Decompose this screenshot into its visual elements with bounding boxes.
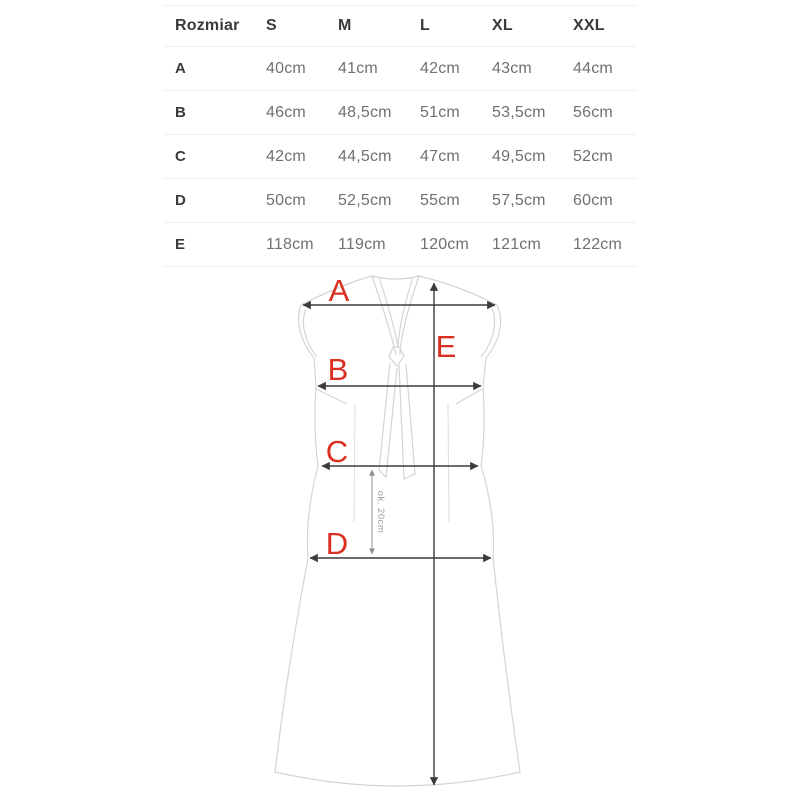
size-cell: 48,5cm xyxy=(338,103,392,121)
column-header-l: L xyxy=(420,17,430,34)
size-cell: 43cm xyxy=(492,59,532,77)
size-cell: 51cm xyxy=(420,103,460,121)
column-header-xxl: XXL xyxy=(573,17,605,34)
measurement-label-d: D xyxy=(325,526,349,561)
size-cell: 60cm xyxy=(573,191,613,209)
size-cell: 56cm xyxy=(573,103,613,121)
size-cell: 121cm xyxy=(492,235,542,253)
row-label: E xyxy=(175,236,186,253)
neckline-left-outer xyxy=(372,276,396,355)
size-cell: 119cm xyxy=(338,235,386,253)
size-cell: 53,5cm xyxy=(492,103,546,121)
measurement-label-a: A xyxy=(328,273,350,308)
column-header-s: S xyxy=(266,17,277,34)
size-cell: 52cm xyxy=(573,147,613,165)
tie-knot xyxy=(389,347,404,366)
size-cell: 55cm xyxy=(420,191,460,209)
yoke-seam-left xyxy=(316,389,347,404)
measurement-label-e: E xyxy=(435,329,457,364)
column-header-xl: XL xyxy=(492,17,513,34)
size-cell: 42cm xyxy=(420,59,460,77)
measurement-label-c: C xyxy=(325,434,349,469)
size-cell: 122cm xyxy=(573,235,623,253)
neckline-left-inner xyxy=(379,277,398,347)
measurement-label-b: B xyxy=(327,352,349,387)
annotation-20cm: ok. 20cm xyxy=(375,490,386,534)
sleeve-hem-line-left xyxy=(303,309,317,357)
dart-line-right xyxy=(448,404,449,522)
dart-line-left xyxy=(354,404,355,522)
row-label: D xyxy=(175,192,186,209)
size-cell: 57,5cm xyxy=(492,191,546,209)
size-cell: 52,5cm xyxy=(338,191,392,209)
size-cell: 41cm xyxy=(338,59,378,77)
size-cell: 46cm xyxy=(266,103,306,121)
yoke-seam-right xyxy=(456,389,482,404)
size-cell: 42cm xyxy=(266,147,306,165)
tie-ribbon-right xyxy=(399,364,415,479)
size-cell: 44cm xyxy=(573,59,613,77)
row-label: A xyxy=(175,60,186,77)
row-label: B xyxy=(175,104,186,121)
size-cell: 40cm xyxy=(266,59,306,77)
size-cell: 47cm xyxy=(420,147,460,165)
column-header-m: M xyxy=(338,17,352,34)
size-cell: 118cm xyxy=(266,235,314,253)
size-cell: 49,5cm xyxy=(492,147,546,165)
size-cell: 50cm xyxy=(266,191,306,209)
size-cell: 44,5cm xyxy=(338,147,392,165)
neckline-right-inner xyxy=(398,277,413,347)
row-label: C xyxy=(175,148,186,165)
column-header-rozmiar: Rozmiar xyxy=(175,17,240,34)
dress-outline xyxy=(275,276,520,786)
tie-ribbon-left xyxy=(379,363,397,477)
size-cell: 120cm xyxy=(420,235,470,253)
